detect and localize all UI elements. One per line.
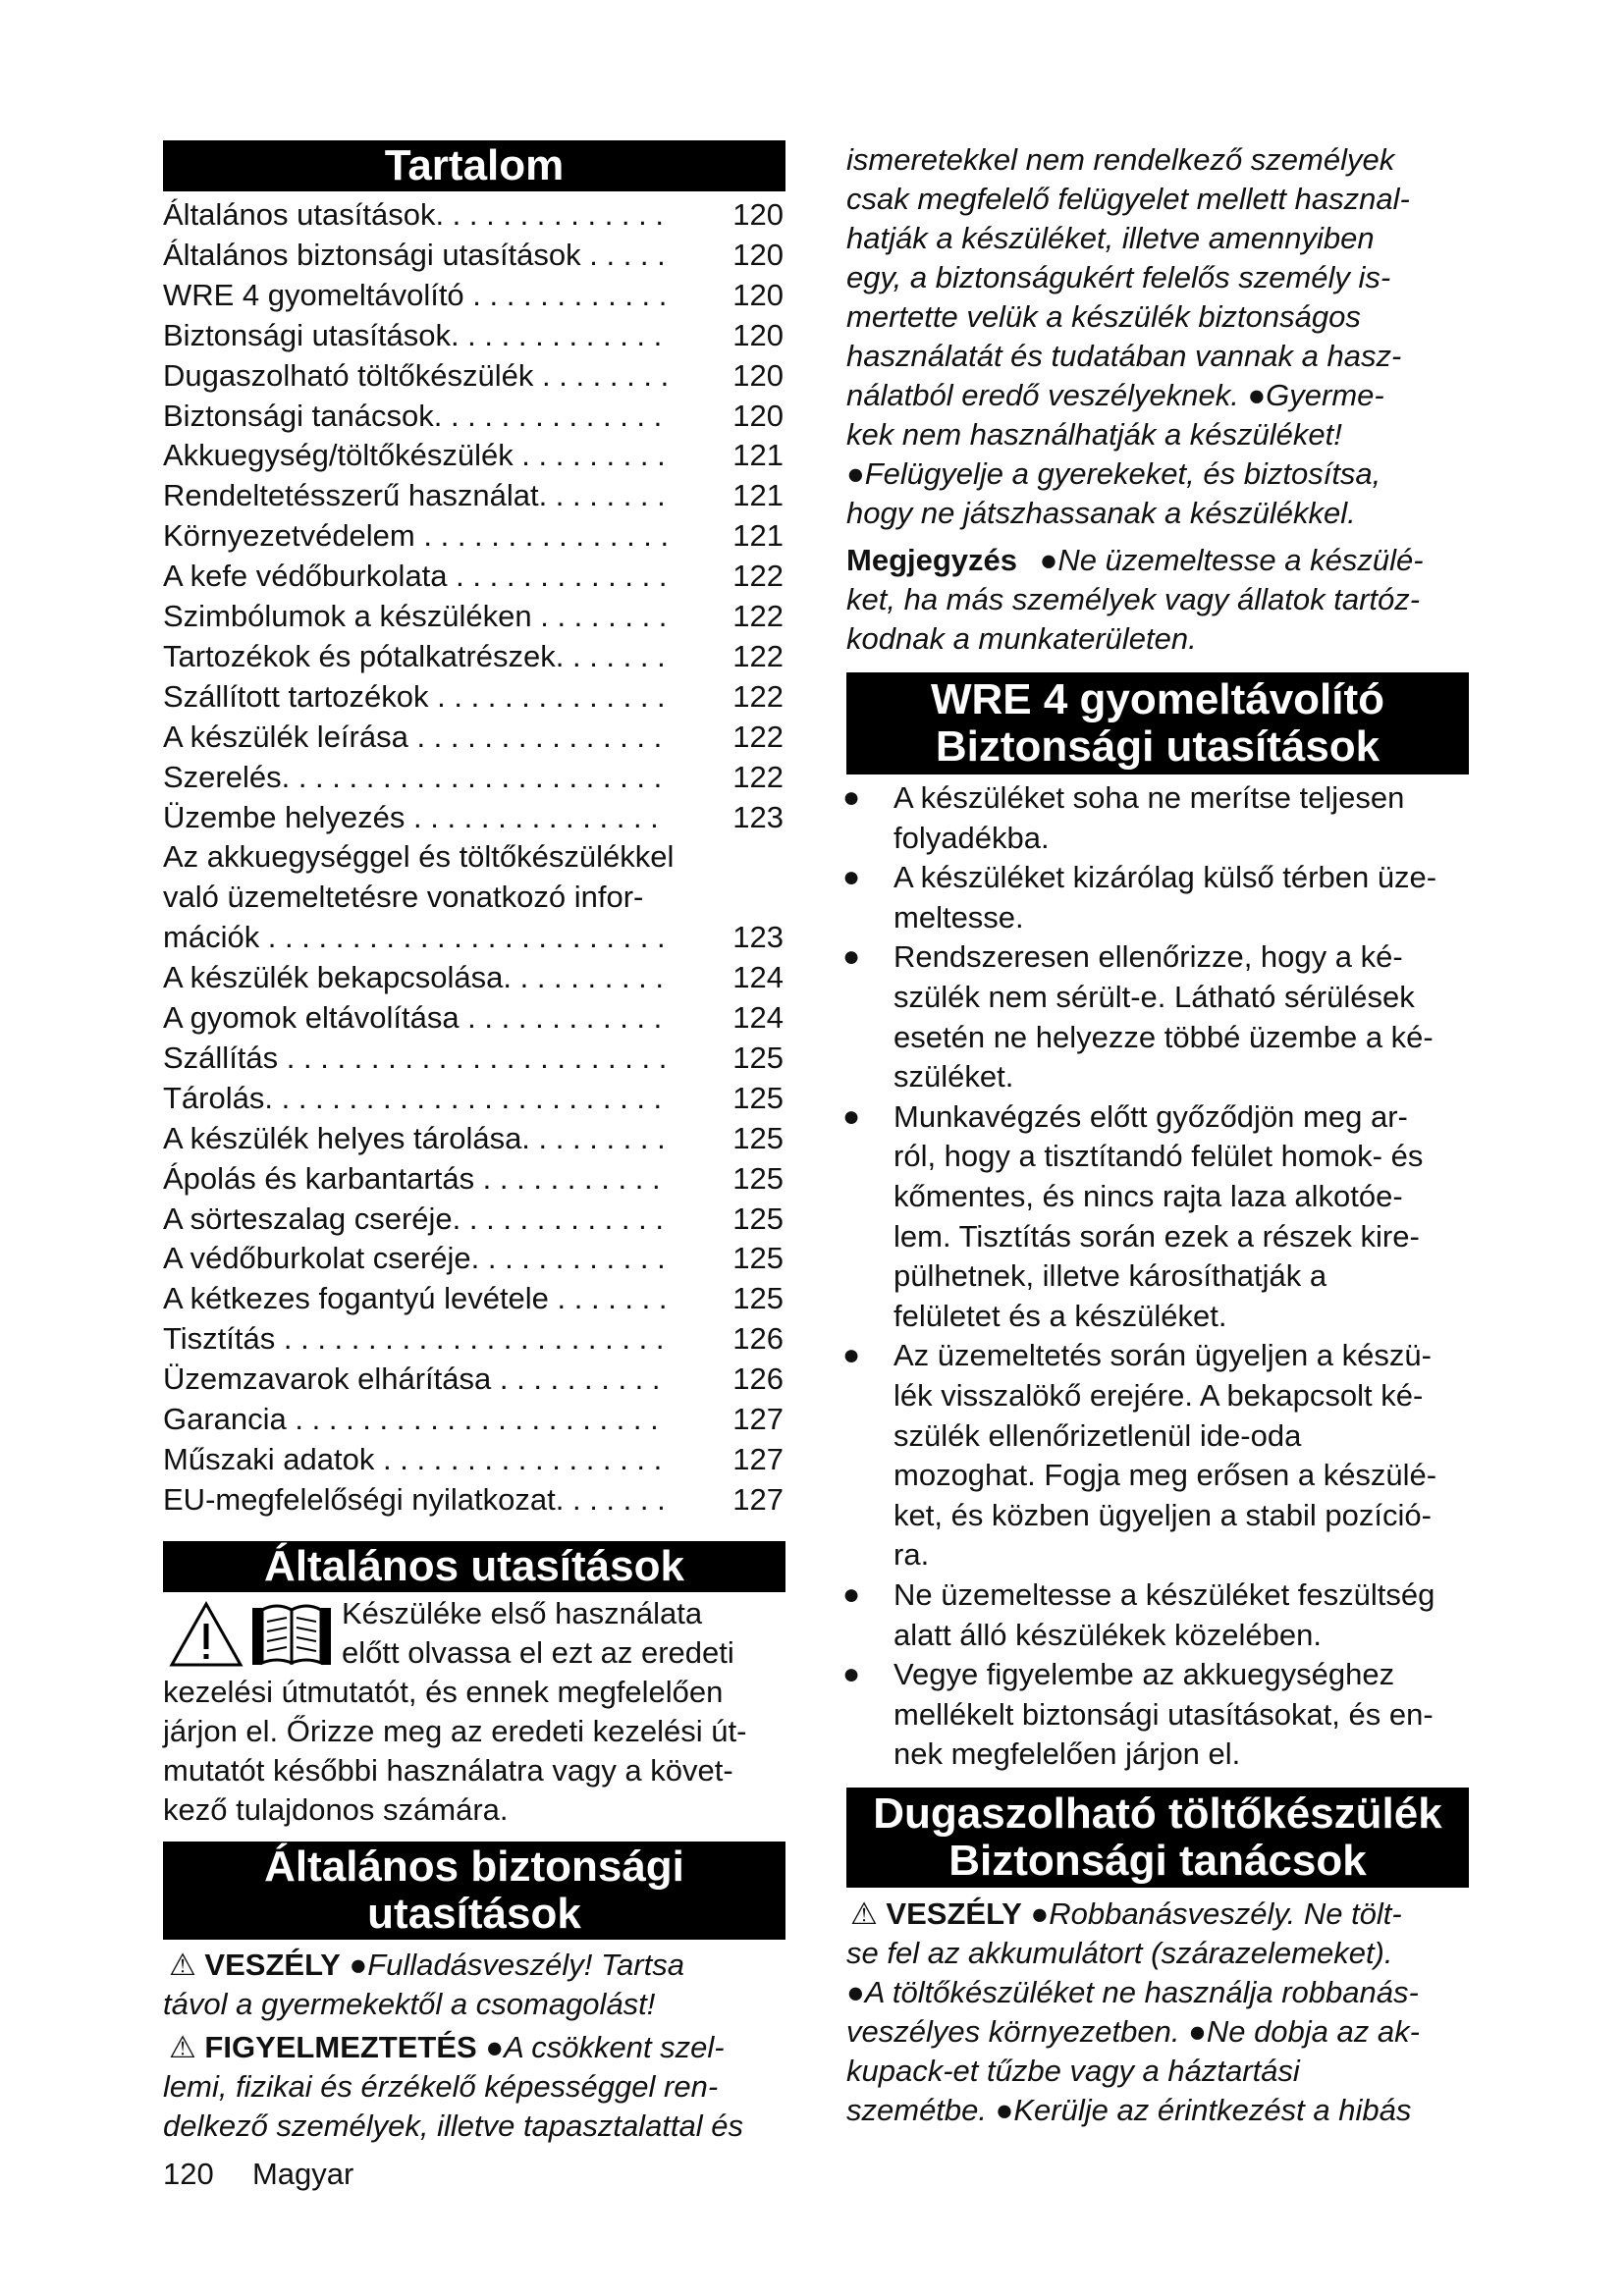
toc-entry-page: 123 <box>732 920 784 955</box>
toc-entry <box>163 1480 784 1520</box>
warning-text: A csökkent szel- <box>504 2030 725 2064</box>
toc-title-bar <box>163 140 785 191</box>
toc-entry-label: A készülék leírása . . . . . . . . . . . . . . . <box>163 719 663 754</box>
read-manual-icon <box>250 1600 333 1669</box>
charger-text-line: kupack-et tűzbe vagy a háztartási <box>846 2054 1300 2088</box>
right-text-line <box>846 454 1380 494</box>
toc-entry-label: Tartozékok és pótalkatrészek. . . . . . . <box>163 638 666 673</box>
toc-entry-page: 121 <box>732 478 784 513</box>
bullet-icon: ● <box>485 2030 505 2064</box>
note-text-line: kodnak a munkaterületen. <box>846 621 1197 656</box>
toc-entry-label: mációk . . . . . . . . . . . . . . . . . . . . . . . . <box>163 920 666 955</box>
toc-entry <box>163 276 784 315</box>
note-text-line: ket, ha más személyek vagy állatok tartóz- <box>846 582 1421 616</box>
toc-entry-label: A kétkezes fogantyú levétele . . . . . . . <box>163 1281 668 1316</box>
wre-bullet-line: Az üzemeltetés során ügyeljen a készü- <box>893 1338 1432 1373</box>
charger-title-line2: Biztonsági tanácsok <box>948 1837 1367 1885</box>
toc-entry-page: 122 <box>732 559 784 594</box>
toc-entry-page: 120 <box>732 357 784 393</box>
toc-entry-page: 126 <box>732 1321 784 1357</box>
danger-text: Fulladásveszély! Tartsa <box>367 1948 684 1982</box>
bullet-icon: ● <box>349 1948 368 1982</box>
bullet-icon: ● <box>842 1099 861 1133</box>
page-number: 120 <box>163 2157 214 2191</box>
right-text-fragment: Felügyelje a gyerekeket, és biztosítsa, <box>864 456 1381 491</box>
wre-title-bar <box>846 672 1469 774</box>
toc-entry-label: Tisztítás . . . . . . . . . . . . . . . . . . . . . . . <box>163 1321 665 1357</box>
toc-title: Tartalom <box>384 141 565 189</box>
toc-entry-label: Üzembe helyezés . . . . . . . . . . . . . . . <box>163 799 659 834</box>
toc-entry-label: Rendeltetésszerű használat. . . . . . . . <box>163 478 666 513</box>
general-text-line: előtt olvassa el ezt az eredeti <box>342 1635 734 1670</box>
wre-bullet-line: ról, hogy a tisztítandó felület homok- és <box>893 1139 1424 1174</box>
toc-entry-label: Műszaki adatok . . . . . . . . . . . . . . . . . <box>163 1441 663 1476</box>
toc-entry-page: 127 <box>732 1402 784 1436</box>
toc-entry-page: 125 <box>732 1241 784 1276</box>
toc-entry-page: 122 <box>732 678 784 714</box>
page-footer <box>163 2155 353 2194</box>
toc-entry <box>163 397 784 436</box>
warning-notice <box>169 2028 725 2067</box>
charger-text: A töltőkészüléket ne használja robbanás- <box>864 1975 1419 2009</box>
bullet-icon: ● <box>842 940 861 974</box>
general-safety-title-bar <box>163 1842 785 1940</box>
toc-entry <box>163 1360 784 1399</box>
toc-entry <box>163 918 784 957</box>
bullet-icon: ● <box>995 2093 1014 2127</box>
toc-entry-page: 125 <box>732 1160 784 1196</box>
charger-danger-notice <box>850 1895 1402 1934</box>
right-text-line: egy, a biztonságukért felelős személy is- <box>846 260 1391 294</box>
wre-bullet-line: ket, és közben ügyeljen a stabil pozíció- <box>893 1497 1432 1532</box>
toc-entry-page: 120 <box>732 277 784 312</box>
toc-entry <box>163 998 784 1038</box>
wre-bullet-line: szülék ellenőrizetlenül ide-oda <box>893 1417 1302 1453</box>
wre-bullet-line: felületet és a készüléket. <box>893 1298 1227 1333</box>
toc-entry-label: Környezetvédelem . . . . . . . . . . . . . . . <box>163 518 670 554</box>
charger-text: Kerülje az érintkezést a hibás <box>1013 2093 1412 2127</box>
bullet-icon: ● <box>842 1339 861 1372</box>
bullet-icon: ● <box>1247 378 1267 412</box>
toc-entry <box>163 316 784 355</box>
general-text-line: kező tulajdonos számára. <box>163 1792 509 1827</box>
toc-entry <box>163 436 784 475</box>
footer-language: Magyar <box>251 2157 354 2191</box>
toc-entry-label: Általános utasítások. . . . . . . . . . . . . . <box>163 197 664 232</box>
toc-entry <box>163 195 784 235</box>
toc-entry-label: A gyomok eltávolítása . . . . . . . . . . . . <box>163 1000 663 1035</box>
danger-notice <box>169 1946 684 1985</box>
wre-bullet-line: Ne üzemeltesse a készüléket feszültség <box>893 1577 1435 1612</box>
toc-entry-label: A kefe védőburkolata . . . . . . . . . . . . . <box>163 559 668 594</box>
wre-bullet-line: Munkavégzés előtt győződjön meg ar- <box>893 1098 1408 1134</box>
toc-entry-label: Szállítás . . . . . . . . . . . . . . . . . . . . . . . <box>163 1040 668 1075</box>
toc-entry <box>163 958 784 997</box>
bullet-icon: ● <box>842 861 861 894</box>
toc-entry <box>163 1079 784 1118</box>
toc-entry-label: Szállított tartozékok . . . . . . . . . . . . . . <box>163 678 666 714</box>
charger-text-line <box>846 2091 1411 2130</box>
toc-entry-label: A készülék bekapcsolása. . . . . . . . . . <box>163 960 665 995</box>
wre-bullet-line: A készüléket kizárólag külső térben üze- <box>893 860 1437 895</box>
toc-entry-page: 121 <box>732 518 784 554</box>
toc-entry-page: 120 <box>732 317 784 352</box>
right-text-line: használatát és tudatában vannak a hasz- <box>846 339 1402 373</box>
wre-bullet-line: meltesse. <box>893 899 1024 934</box>
wre-bullet-line: ra. <box>893 1537 930 1573</box>
right-text-fragment: Gyerme- <box>1266 378 1384 412</box>
note-line <box>846 541 1424 580</box>
toc-entry <box>163 1319 784 1359</box>
toc-entry-page: 122 <box>732 759 784 794</box>
general-title-bar <box>163 1541 785 1592</box>
toc-entry-label: A sörteszalag cseréje. . . . . . . . . . . . . <box>163 1201 664 1236</box>
wre-title-line1: WRE 4 gyomeltávolító <box>930 675 1385 723</box>
danger-text-line: távol a gyermekektől a csomagolást! <box>163 1987 656 2021</box>
toc-entry-label: A készülék helyes tárolása. . . . . . . . . <box>163 1120 666 1155</box>
general-safety-title-line2: utasítások <box>367 1890 581 1938</box>
toc-entry-page: 127 <box>732 1481 784 1517</box>
wre-bullet-line: Vegye figyelembe az akkuegységhez <box>893 1657 1395 1692</box>
bullet-icon: ● <box>842 1658 861 1691</box>
right-text-line: hatják a készüléket, illetve amennyiben <box>846 221 1375 255</box>
wre-bullet-line: A készüléket soha ne merítse teljesen <box>893 780 1405 815</box>
toc-entry <box>163 236 784 275</box>
right-text-line: mertette velük a készülék biztonságos <box>846 299 1361 334</box>
toc-entry-label: Garancia . . . . . . . . . . . . . . . . . . . . . . <box>163 1402 659 1436</box>
charger-text: Robbanásveszély. Ne tölt- <box>1049 1896 1402 1931</box>
wre-bullet-line: esetén ne helyezze többé üzembe a ké- <box>893 1019 1434 1054</box>
wre-bullet-line: folyadékba. <box>893 820 1050 855</box>
toc-entry <box>163 1200 784 1239</box>
toc-entry-label: Szimbólumok a készüléken . . . . . . . . <box>163 599 668 633</box>
wre-bullet-line: lem. Tisztítás során ezek a részek kire- <box>893 1218 1420 1254</box>
toc-entry <box>163 1239 784 1278</box>
toc-entry <box>163 1159 784 1199</box>
wre-title-line2: Biztonsági utasítások <box>935 722 1380 771</box>
general-text-line: Készüléke első használata <box>342 1596 703 1630</box>
toc-entry <box>163 1279 784 1318</box>
charger-danger-label: VESZÉLY <box>886 1896 1022 1931</box>
toc-entry-label: Az akkuegységgel és töltőkészülékkel <box>163 839 675 875</box>
small-warning-icon: ⚠ <box>850 1896 878 1931</box>
toc-entry <box>163 758 784 797</box>
toc-entry-label: Általános biztonsági utasítások . . . . . <box>163 237 666 272</box>
bullet-icon: ● <box>842 1578 861 1611</box>
toc-entry-label: Akkuegység/töltőkészülék . . . . . . . . . <box>163 438 666 473</box>
toc-entry-page: 125 <box>732 1040 784 1075</box>
toc-entry-label: Biztonsági utasítások. . . . . . . . . . . . . <box>163 317 663 352</box>
charger-title-line1: Dugaszolható töltőkészülék <box>873 1789 1442 1838</box>
right-text-line <box>846 376 1384 415</box>
danger-label: VESZÉLY <box>204 1948 341 1982</box>
toc-entry-page: 126 <box>732 1362 784 1397</box>
charger-text: szemétbe. <box>846 2093 988 2127</box>
toc-entry <box>163 476 784 515</box>
charger-text-line <box>846 2012 1420 2052</box>
charger-text: veszélyes környezetben. <box>846 2014 1180 2049</box>
note-text: Ne üzemeltesse a készülé- <box>1057 543 1424 577</box>
toc-entry-page: 125 <box>732 1281 784 1316</box>
toc-entry-page: 120 <box>732 197 784 232</box>
toc-entry-page: 125 <box>732 1201 784 1236</box>
small-warning-icon: ⚠ <box>169 1948 196 1982</box>
wre-bullet-line: mellékelt biztonsági utasításokat, és en- <box>893 1696 1434 1732</box>
toc-entry-label: WRE 4 gyomeltávolító . . . . . . . . . . . . <box>163 277 668 312</box>
bullet-icon: ● <box>1030 1896 1050 1931</box>
warning-text-line: lemi, fizikai és érzékelő képességgel ren- <box>163 2069 719 2104</box>
toc-entry-label: A védőburkolat cseréje. . . . . . . . . . . . <box>163 1241 666 1276</box>
wre-bullet-line: mozoghat. Fogja meg erősen a készülé- <box>893 1458 1437 1493</box>
toc-entry-page: 122 <box>732 599 784 633</box>
toc-entry <box>163 1039 784 1078</box>
warning-text-line: delkező személyek, illetve tapasztalattal és <box>163 2109 744 2143</box>
general-text-line: mutatót későbbi használatra vagy a követ- <box>163 1753 733 1788</box>
general-text-line: járjon el. Őrizze meg az eredeti kezelési út- <box>163 1714 747 1748</box>
toc-entry-page: 120 <box>732 398 784 433</box>
toc-entry <box>163 677 784 717</box>
bullet-icon: ● <box>846 1975 865 2009</box>
toc-entry-label: Dugaszolható töltőkészülék . . . . . . . . <box>163 357 670 393</box>
toc-entry <box>163 718 784 757</box>
bullet-icon: ● <box>1188 2014 1207 2049</box>
toc-entry-page: 122 <box>732 719 784 754</box>
toc-entry <box>163 597 784 636</box>
bullet-icon: ● <box>842 781 861 814</box>
toc-entry-page: 125 <box>732 1120 784 1155</box>
small-warning-icon: ⚠ <box>169 2030 196 2064</box>
wre-bullet-line: szüléket. <box>893 1059 1014 1095</box>
toc-entry-label: Üzemzavarok elhárítása . . . . . . . . . . <box>163 1362 661 1397</box>
general-title: Általános utasítások <box>264 1542 684 1590</box>
toc-entry-page: 124 <box>732 960 784 995</box>
right-text-line: ismeretekkel nem rendelkező személyek <box>846 142 1395 177</box>
wre-bullet-line: Rendszeresen ellenőrizze, hogy a ké- <box>893 939 1403 975</box>
toc-entry-label: Tárolás. . . . . . . . . . . . . . . . . . . . . . . . <box>163 1080 663 1115</box>
toc-entry-label: Ápolás és karbantartás . . . . . . . . . . . <box>163 1160 661 1196</box>
wre-bullet-line: pülhetnek, illetve károsíthatják a <box>893 1258 1327 1294</box>
note-label: Megjegyzés <box>846 543 1018 577</box>
toc-entry <box>163 1119 784 1158</box>
general-safety-title-line1: Általános biztonsági <box>264 1842 684 1891</box>
right-text-fragment: nálatból eredő veszélyeknek. <box>846 378 1239 412</box>
wre-bullet-line: szülék nem sérült-e. Látható sérülések <box>893 980 1415 1014</box>
right-text-line: kek nem használhatják a készüléket! <box>846 417 1342 452</box>
toc-entry <box>163 878 784 917</box>
toc-entry <box>163 557 784 596</box>
toc-entry-page: 122 <box>732 638 784 673</box>
toc-entry <box>163 798 784 837</box>
right-text-line: csak megfelelő felügyelet mellett hasznal- <box>846 182 1410 216</box>
toc-entry-label: Biztonsági tanácsok. . . . . . . . . . . . . . <box>163 398 663 433</box>
wre-bullet-line: nek megfelelően járjon el. <box>893 1736 1241 1772</box>
toc-entry-label: Szerelés. . . . . . . . . . . . . . . . . . . . . . . <box>163 759 663 794</box>
toc-entry-page: 124 <box>732 1000 784 1035</box>
charger-title-bar <box>846 1788 1469 1888</box>
warning-label: FIGYELMEZTETÉS <box>204 2030 477 2064</box>
charger-text-line <box>846 1973 1419 2012</box>
toc-entry <box>163 516 784 556</box>
toc-entry <box>163 1400 784 1439</box>
toc-entry <box>163 837 784 877</box>
toc-entry <box>163 1440 784 1479</box>
toc-entry-page: 123 <box>732 799 784 834</box>
bullet-icon: ● <box>846 456 865 491</box>
toc-entry <box>163 356 784 396</box>
wre-bullet-line: lék visszalökő erejére. A bekapcsolt ké- <box>893 1378 1424 1413</box>
general-text-line: kezelési útmutatót, és ennek megfelelően <box>163 1675 724 1709</box>
toc-entry-page: 127 <box>732 1441 784 1476</box>
toc-entry-page: 121 <box>732 438 784 473</box>
right-text-line: hogy ne játszhassanak a készülékkel. <box>846 496 1356 530</box>
toc-entry <box>163 637 784 676</box>
toc-entry-label: EU-megfelelőségi nyilatkozat. . . . . . . <box>163 1481 666 1517</box>
charger-text-line: se fel az akkumulátort (szárazelemeket). <box>846 1936 1393 1970</box>
bullet-icon: ● <box>1039 543 1058 577</box>
wre-bullet-line: alatt álló készülékek közelében. <box>893 1617 1322 1652</box>
toc-entry-page: 125 <box>732 1080 784 1115</box>
charger-text: Ne dobja az ak- <box>1206 2014 1420 2049</box>
toc-entry-label: való üzemeltetésre vonatkozó infor- <box>163 880 644 915</box>
warning-triangle-icon <box>169 1600 244 1669</box>
toc-entry-page: 120 <box>732 237 784 272</box>
wre-bullet-line: kőmentes, és nincs rajta laza alkotóe- <box>893 1179 1403 1213</box>
